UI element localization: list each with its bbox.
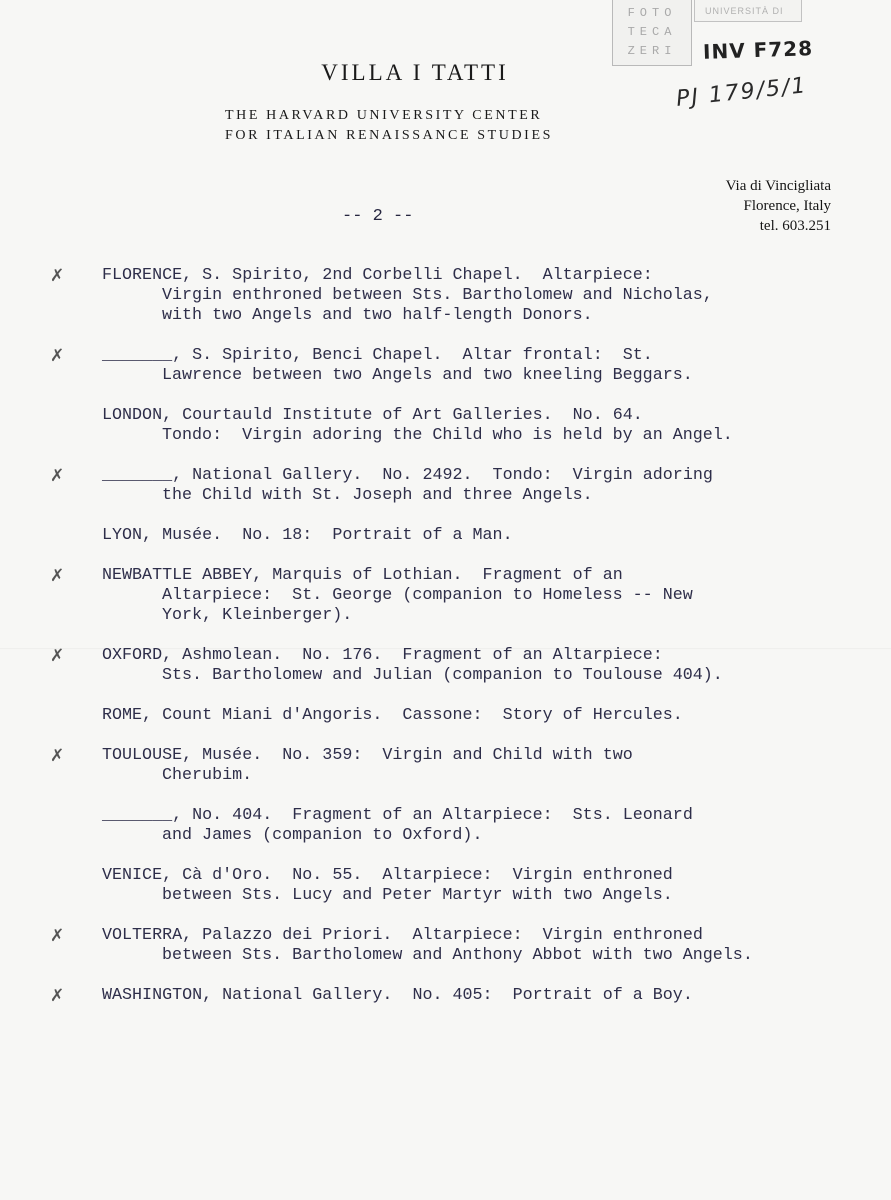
fototeca-zeri-stamp [612,0,692,66]
list-item [50,646,882,686]
list-item [50,566,882,626]
letterhead-subtitle [225,106,553,146]
entry-heading-line: _______, National Gallery. No. 2492. Tondo: Virgin adoring [102,466,713,485]
check-mark-icon: ✗ [50,266,65,286]
check-mark-icon: ✗ [50,566,65,586]
address-street: Via di Vincigliata [725,178,831,194]
letterhead-title: VILLA I TATTI [321,60,509,85]
letterhead-address [726,176,831,236]
entry-continuation-line: Altarpiece: St. George (companion to Homeless -- New [162,586,693,605]
entry-heading-line: OXFORD, Ashmolean. No. 176. Fragment of an Altarpiece: [102,646,663,665]
entry-heading-line: _______, No. 404. Fragment of an Altarpiece: Sts. Leonard [102,806,693,825]
entry-heading-line: NEWBATTLE ABBEY, Marquis of Lothian. Fragment of an [102,566,623,585]
entry-continuation-line: and James (companion to Oxford). [162,826,483,845]
entry-heading-line: FLORENCE, S. Spirito, 2nd Corbelli Chapel. Altarpiece: [102,266,653,285]
check-mark-icon: ✗ [50,466,65,486]
entry-heading-line: VENICE, Cà d'Oro. No. 55. Altarpiece: Virgin enthroned [102,866,673,885]
entry-heading-line: LONDON, Courtauld Institute of Art Galleries. No. 64. [102,406,643,425]
entry-continuation-line: York, Kleinberger). [162,606,353,625]
stamp-line: FOTO [627,6,677,20]
list-item [50,266,882,326]
entry-continuation-line: with two Angels and two half-length Donors. [162,306,593,325]
list-item [102,406,882,446]
inventory-annotation: INV F728 [702,36,814,64]
address-phone: tel. 603.251 [759,218,831,234]
list-item [102,526,882,546]
list-item [50,926,882,966]
reference-annotation: PJ 179/5/1 [675,73,809,112]
entry-continuation-line: Virgin enthroned between Sts. Bartholomew and Nicholas, [162,286,713,305]
archive-stamp: UNIVERSITÀ DI [694,0,802,22]
entry-heading-line: WASHINGTON, National Gallery. No. 405: Portrait of a Boy. [102,986,693,1005]
check-mark-icon: ✗ [50,986,65,1006]
address-city: Florence, Italy [743,198,831,214]
list-item [102,806,882,846]
entry-continuation-line: Tondo: Virgin adoring the Child who is held by an Angel. [162,426,733,445]
entry-heading-line: VOLTERRA, Palazzo dei Priori. Altarpiece: Virgin enthroned [102,926,703,945]
entry-heading-line: _______, S. Spirito, Benci Chapel. Altar frontal: St. [102,346,653,365]
list-item [50,986,882,1006]
letterhead-subtitle-line: FOR ITALIAN RENAISSANCE STUDIES [225,128,553,143]
check-mark-icon: ✗ [50,346,65,366]
entry-continuation-line: between Sts. Bartholomew and Anthony Abbot with two Angels. [162,946,753,965]
entry-continuation-line: the Child with St. Joseph and three Angels. [162,486,593,505]
entry-continuation-line: between Sts. Lucy and Peter Martyr with two Angels. [162,886,673,905]
stamp-line: ZERI [627,44,677,58]
list-item [50,466,882,506]
entry-heading-line: TOULOUSE, Musée. No. 359: Virgin and Child with two [102,746,633,765]
entry-list [50,266,882,1026]
list-item [50,746,882,786]
entry-heading-line: ROME, Count Miani d'Angoris. Cassone: Story of Hercules. [102,706,683,725]
entry-continuation-line: Sts. Bartholomew and Julian (companion to Toulouse 404). [162,666,723,685]
letterhead-subtitle-line: THE HARVARD UNIVERSITY CENTER [225,108,543,123]
entry-continuation-line: Cherubim. [162,766,253,785]
check-mark-icon: ✗ [50,646,65,666]
entry-heading-line: LYON, Musée. No. 18: Portrait of a Man. [102,526,513,545]
list-item [50,346,882,386]
list-item [102,706,882,726]
check-mark-icon: ✗ [50,746,65,766]
list-item [102,866,882,906]
entry-continuation-line: Lawrence between two Angels and two kneeling Beggars. [162,366,693,385]
page-number: -- 2 -- [342,207,414,226]
check-mark-icon: ✗ [50,926,65,946]
stamp-line: TECA [627,25,677,39]
